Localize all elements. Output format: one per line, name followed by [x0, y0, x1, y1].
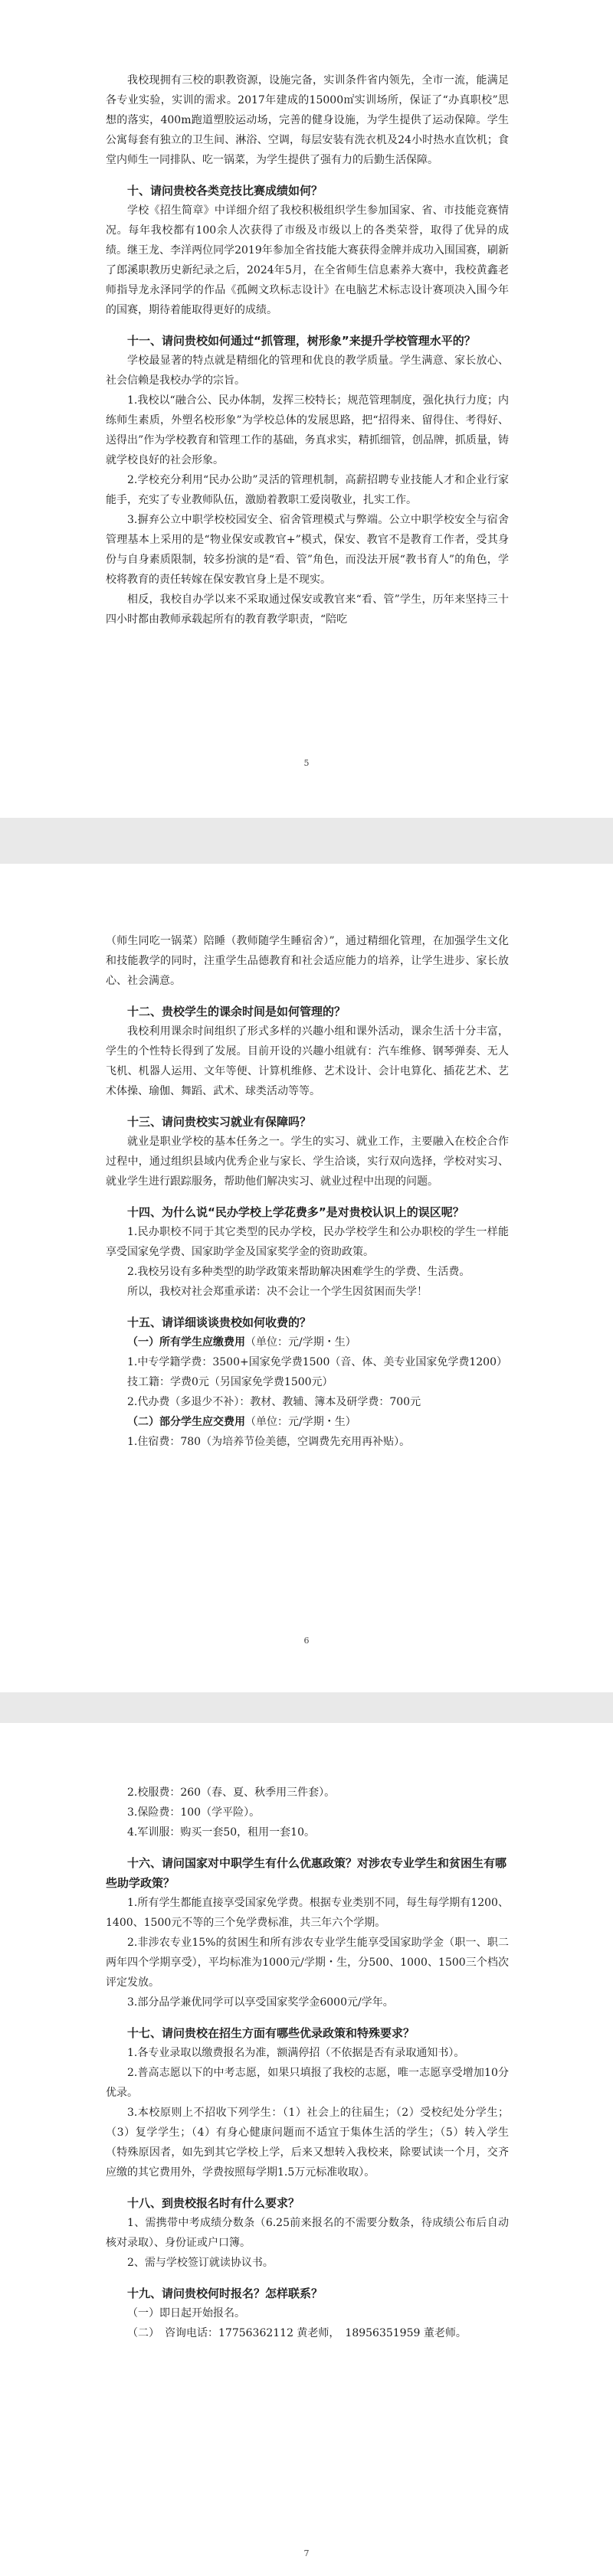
paragraph: 1.我校以“融合公、民办体制，发挥三校特长；规范管理制度，强化执行力度；内练师生素质，外塑名校形象”为学校总体的发展思路，把“招得来、留得住、考得好、送得出”作为学校教育和管理工作的基础，务真求实，精抓细管，创品牌，抓质量，铸就学校良好的社会形象。 [106, 394, 509, 466]
paragraph: 2.我校另设有多种类型的助学政策来帮助解决困难学生的学费、生活费。 [127, 1266, 470, 1278]
paragraph: 相反，我校自办学以来不采取通过保安或教官来“看、管”学生，历年来坚持三十四小时都由教师承载起所有的教育教学职责，“陪吃 [106, 593, 509, 626]
paragraph: 2、需与学校签订就读协议书。 [127, 2257, 274, 2269]
paragraph: 1.中专学籍学费：3500+国家免学费1500（音、体、美专业国家免学费1200） [127, 1356, 507, 1368]
paragraph: 1.所有学生都能直接享受国家免学费。根据专业类别不同，每生每学期有1200、1400、1500元不等的三个免学费标准，共三年六个学期。 [106, 1897, 509, 1929]
section-heading: 十五、请详细谈谈贵校如何收费的？ [127, 1316, 312, 1329]
fee-subheading [106, 1332, 509, 1352]
paragraph: 1、需携带中考成绩分数条（6.25前来报名的不需要分数条，待成绩公布后自动核对录取）、身份证或户口簿。 [106, 2217, 509, 2249]
page-number: 6 [303, 1636, 310, 1646]
section-heading: 十一、请问贵校如何通过“抓管理，树形象”来提升学校管理水平的？ [127, 334, 476, 348]
paragraph: 技工籍：学费0元（另国家免学费1500元） [127, 1376, 333, 1388]
fee-subheading-title: （二）部分学生应交费用 [127, 1416, 245, 1428]
paragraph: 就业是职业学校的基本任务之一。学生的实习、就业工作，主要融入在校企合作过程中，通过组织县域内优秀企业与家长、学生洽谈，实行双向选择，学校对实习、就业学生进行跟踪服务，帮助他们解决实习、就业过程中出现的问题。 [106, 1136, 509, 1188]
document-page-6 [0, 864, 613, 1692]
fee-subheading-unit: （单位：元/学期・生） [245, 1416, 356, 1428]
paragraph: 4.军训服：购买一套50，租用一套10。 [127, 1826, 315, 1839]
paragraph: 我校利用课余时间组织了形式多样的兴趣小组和课外活动，课余生活十分丰富，学生的个性特长得到了发展。目前开设的兴趣小组就有：汽车维修、钢琴弹奏、无人飞机、机器人运用、文年等便、计算机维修、艺术设计、会计电算化、插花艺术、艺术体操、瑜伽、舞蹈、武术、球类活动等等。 [106, 1025, 509, 1097]
section-heading: 十六、请问国家对中职学生有什么优惠政策？对涉农专业学生和贫困生有哪些助学政策？ [106, 1856, 507, 1890]
section-heading: 十四、为什么说“民办学校上学花费多”是对贵校认识上的误区呢？ [127, 1205, 464, 1219]
paragraph: 2.代办费（多退少不补）：教材、教辅、簿本及研学费：700元 [127, 1396, 421, 1408]
paragraph: 3.本校原则上不招收下列学生：（1）社会上的往届生；（2）受校纪处分学生；（3）复学学生；（4）有身心健康问题而不适宜于集体生活的学生；（5）转入学生（特殊原因者，如先到其它学校上学，后来又想转入我校来，除要试读一个月，交齐应缴的其它费用外，学费按照每学期1.5万元标准收取）。 [106, 2107, 509, 2179]
document-page-7 [0, 1723, 613, 2576]
fee-subheading [106, 1412, 509, 1432]
section-heading: 十三、请问贵校实习就业有保障吗？ [127, 1115, 312, 1129]
paragraph: 3.摒弃公立中职学校校园安全、宿舍管理模式与弊端。公立中职学校安全与宿舍管理基本上采用的是“物业保安或教官+”模式，保安、教官不是教育工作者，受其身份与自身素质限制，较多扮演的是“看、管”角色，而没法开展“教书育人”的角色，学校将教育的责任转嫁在保安教官身上是不现实。 [106, 514, 509, 586]
page-7-content [106, 1783, 509, 2343]
paragraph: 我校现拥有三校的职教资源，设施完备，实训条件省内领先，全市一流，能满足各专业实验，实训的需求。2017年建成的15000㎡实训场所，保证了“办真职校”思想的落实，400m跑道塑胶运动场，完善的健身设施，为学生提供了运动保障。学生公寓每套有独立的卫生间、淋浴、空调，每层安装有洗衣机及24小时热水直饮机；食堂内师生一同排队、吃一锅菜，为学生提供了强有力的后勤生活保障。 [106, 74, 509, 166]
paragraph: 所以，我校对社会郑重承诺：决不会让一个学生因贫困而失学！ [127, 1286, 428, 1298]
paragraph: 3.部分品学兼优同学可以享受国家奖学金6000元/学年。 [127, 1996, 394, 2009]
paragraph: 2.普高志愿以下的中考志愿，如果只填报了我校的志愿，唯一志愿享受增加10分优录。 [106, 2067, 509, 2099]
section-heading: 十二、贵校学生的课余时间是如何管理的？ [127, 1005, 346, 1018]
page-number: 5 [303, 758, 310, 768]
paragraph: 2.校服费：260（春、夏、秋季用三件套）。 [127, 1787, 336, 1799]
page-6-content [106, 931, 509, 1452]
fee-subheading-title: （一）所有学生应缴费用 [127, 1336, 245, 1348]
paragraph: （一）即日起开始报名。 [127, 2307, 245, 2319]
paragraph: 1.民办职校不同于其它类型的民办学校，民办学校学生和公办职校的学生一样能享受国家免学费、国家助学金及国家奖学金的资助政策。 [106, 1226, 509, 1258]
page-number: 7 [303, 2548, 310, 2558]
paragraph: 1.住宿费：780（为培养节俭美德，空调费先充用再补贴）。 [127, 1436, 411, 1448]
paragraph: 1.各专业录取以缴费报名为准，额满停招（不依据是否有录取通知书）。 [127, 2047, 465, 2059]
paragraph: 学校《招生简章》中详细介绍了我校积极组织学生参加国家、省、市技能竞赛情况。每年我校都有100余人次获得了市级及市级以上的各类荣誉，取得了优异的成绩。继王龙、李洋两位同学2019年参加全省技能大赛获得金牌并成功入围国赛，刷新了郎溪职教历史新纪录之后，2024年5月，在全省师生信息素养大赛中，我校黄鑫老师指导龙永泽同学的作品《孤阙文玖标志设计》在电脑艺术标志设计赛项决入围今年的国赛，期待着能取得更好的成绩。 [106, 204, 509, 316]
section-heading: 十八、到贵校报名时有什么要求？ [127, 2196, 300, 2210]
paragraph: （二） 咨询电话：17756362112 黄老师， 18956351959 董老师。 [127, 2327, 467, 2339]
document-page-5 [0, 0, 613, 818]
paragraph: 2.非涉农专业15%的贫困生和所有涉农专业学生能享受国家助学金（职一、职二两年四个学期享受），平均标准为1000元/学期・生，分500、1000、1500三个档次评定发放。 [106, 1937, 509, 1989]
page-5-content [106, 70, 509, 629]
paragraph: 学校最显著的特点就是精细化的管理和优良的教学质量。学生满意、家长放心、社会信赖是我校办学的宗旨。 [106, 355, 509, 387]
paragraph: （师生同吃一锅菜）陪睡（教师随学生睡宿舍）”，通过精细化管理，在加强学生文化和技能教学的同时，注重学生品德教育和社会适应能力的培养，让学生进步、家长放心、社会满意。 [106, 935, 509, 987]
section-heading: 十七、请问贵校在招生方面有哪些优录政策和特殊要求？ [127, 2026, 415, 2040]
section-heading: 十、请问贵校各类竞技比赛成绩如何？ [127, 184, 323, 198]
section-heading: 十九、请问贵校何时报名？怎样联系？ [127, 2287, 323, 2300]
paragraph: 3.保险费：100（学平险）。 [127, 1806, 261, 1819]
paragraph: 2.学校充分利用“民办公助”灵活的管理机制，高薪招聘专业技能人才和企业行家能手，充实了专业教师队伍，激励着教职工爱岗敬业，扎实工作。 [106, 474, 509, 506]
fee-subheading-unit: （单位：元/学期・生） [245, 1336, 356, 1348]
